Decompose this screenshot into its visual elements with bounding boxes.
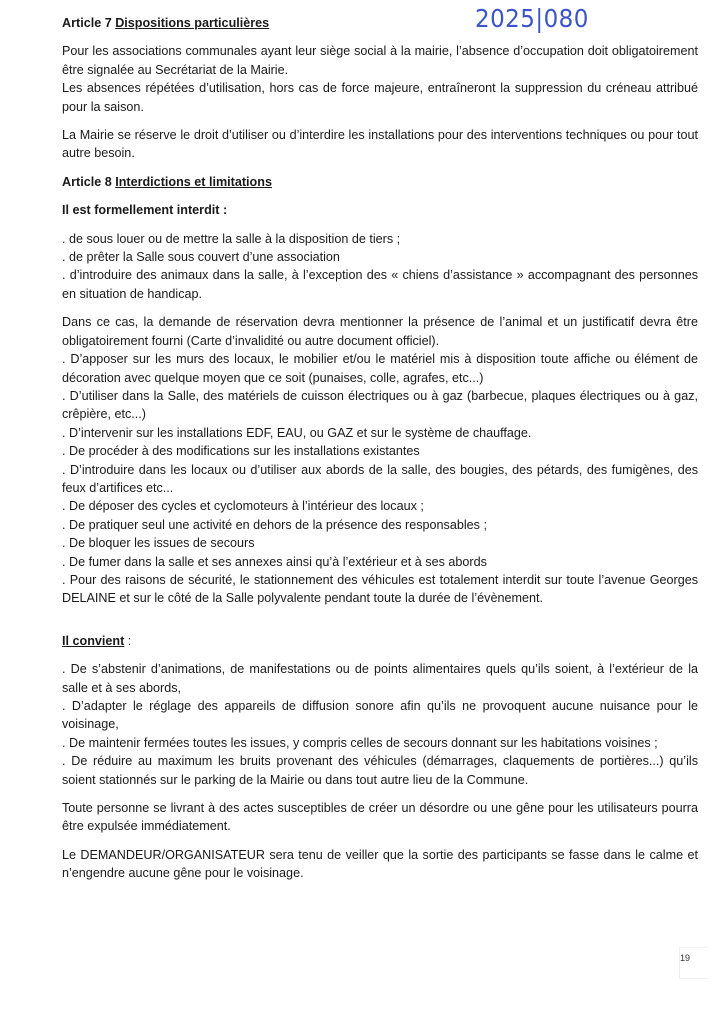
article-8-number: Article 8 [62, 174, 116, 189]
list-item: . Pour des raisons de sécurité, le stationnement des véhicules est totalement interdit sur toute l’avenue Georges DELAINE et sur le côté de la Salle polyvalente pendant toute la durée de l’évènement. [62, 572, 698, 606]
document-page [62, 14, 698, 883]
list-item: . de sous louer ou de mettre la salle à la disposition de tiers ; [62, 231, 401, 246]
list-item: . D’adapter le réglage des appareils de diffusion sonore afin qu’ils ne provoquent aucune nuisance pour le voisinage, [62, 699, 698, 732]
article-8-heading [62, 173, 698, 191]
list-item: . De pratiquer seul une activité en dehors de la présence des responsables ; [62, 517, 487, 532]
page-number: 19 [680, 953, 691, 963]
list-item: . D’introduire dans les locaux ou d’utiliser aux abords de la salle, des bougies, des pétards, des fumigènes, des feux d’artifices etc... [62, 462, 698, 495]
list-item: . D’utiliser dans la Salle, des matériels de cuisson électriques ou à gaz (barbecue, plaques électriques ou à gaz, crêpière, etc...) [62, 388, 698, 422]
list-item: . De maintenir fermées toutes les issues, y compris celles de secours donnant sur les habitations voisines ; [62, 735, 658, 750]
convient-heading [62, 632, 698, 650]
article-7-paragraph: Pour les associations communales ayant leur siège social à la mairie, l’absence d’occupation doit obligatoirement être signalée au Secrétariat de la Mairie. [62, 44, 698, 77]
list-item: . D’apposer sur les murs des locaux, le mobilier et/ou le matériel mis à disposition toute affiche ou élément de décoration avec quelque moyen que ce soit (punaises, colle, agrafes, etc...) [62, 352, 698, 385]
article-7-heading [62, 14, 698, 32]
article-7-title: Dispositions particulières [115, 16, 270, 30]
closing-paragraph: Toute personne se livrant à des actes susceptibles de créer un désordre ou une gêne pour les utilisateurs pourra être expulsée immédiatement. [62, 801, 698, 834]
article-8-title: Interdictions et limitations [115, 174, 272, 189]
article-7-paragraph: Les absences répétées d’utilisation, hors cas de force majeure, entraîneront la suppression du créneau attribué pour la saison. [62, 81, 698, 114]
convient-colon: : [124, 633, 132, 648]
list-item: . De réduire au maximum les bruits provenant des véhicules (démarrages, claquements de portières...) qu’ils soient stationnés sur le parking de la Mairie ou dans tout autre lieu de la Commune. [62, 754, 698, 787]
list-item: . De bloquer les issues de secours [62, 536, 255, 551]
list-item: . De procéder à des modifications sur les installations existantes [62, 444, 420, 459]
convient-title: Il convient [62, 633, 125, 648]
interdit-heading: Il est formellement interdit : [62, 203, 228, 218]
list-item: . d’introduire des animaux dans la salle, à l’exception des « chiens d’assistance » accompagnant des personnes en situation de handicap. [62, 268, 698, 301]
list-item: . de prêter la Salle sous couvert d’une association [62, 250, 340, 265]
handwritten-reference: 2025|080 [475, 4, 589, 33]
page-number-box [679, 947, 708, 979]
list-item: . De fumer dans la salle et ses annexes ainsi qu’à l’extérieur et à ses abords [62, 554, 487, 569]
list-item: Dans ce cas, la demande de réservation devra mentionner la présence de l’animal et un justificatif devra être obligatoirement fourni (Carte d’invalidité ou autre document officiel). [62, 315, 698, 348]
list-item: . D’intervenir sur les installations EDF, EAU, ou GAZ et sur le système de chauffage. [62, 425, 532, 440]
list-item: . De s’abstenir d’animations, de manifestations ou de points alimentaires quels qu’ils soient, à l’extérieur de la salle et à ses abords, [62, 662, 698, 695]
list-item: . De déposer des cycles et cyclomoteurs à l’intérieur des locaux ; [62, 499, 424, 514]
closing-paragraph: Le DEMANDEUR/ORGANISATEUR sera tenu de veiller que la sortie des participants se fasse dans le calme et n’engendre aucune gêne pour le voisinage. [62, 847, 698, 881]
article-7-number: Article 7 [62, 16, 116, 30]
article-7-paragraph: La Mairie se réserve le droit d’utiliser ou d’interdire les installations pour des interventions techniques ou pour tout autre besoin. [62, 128, 698, 161]
